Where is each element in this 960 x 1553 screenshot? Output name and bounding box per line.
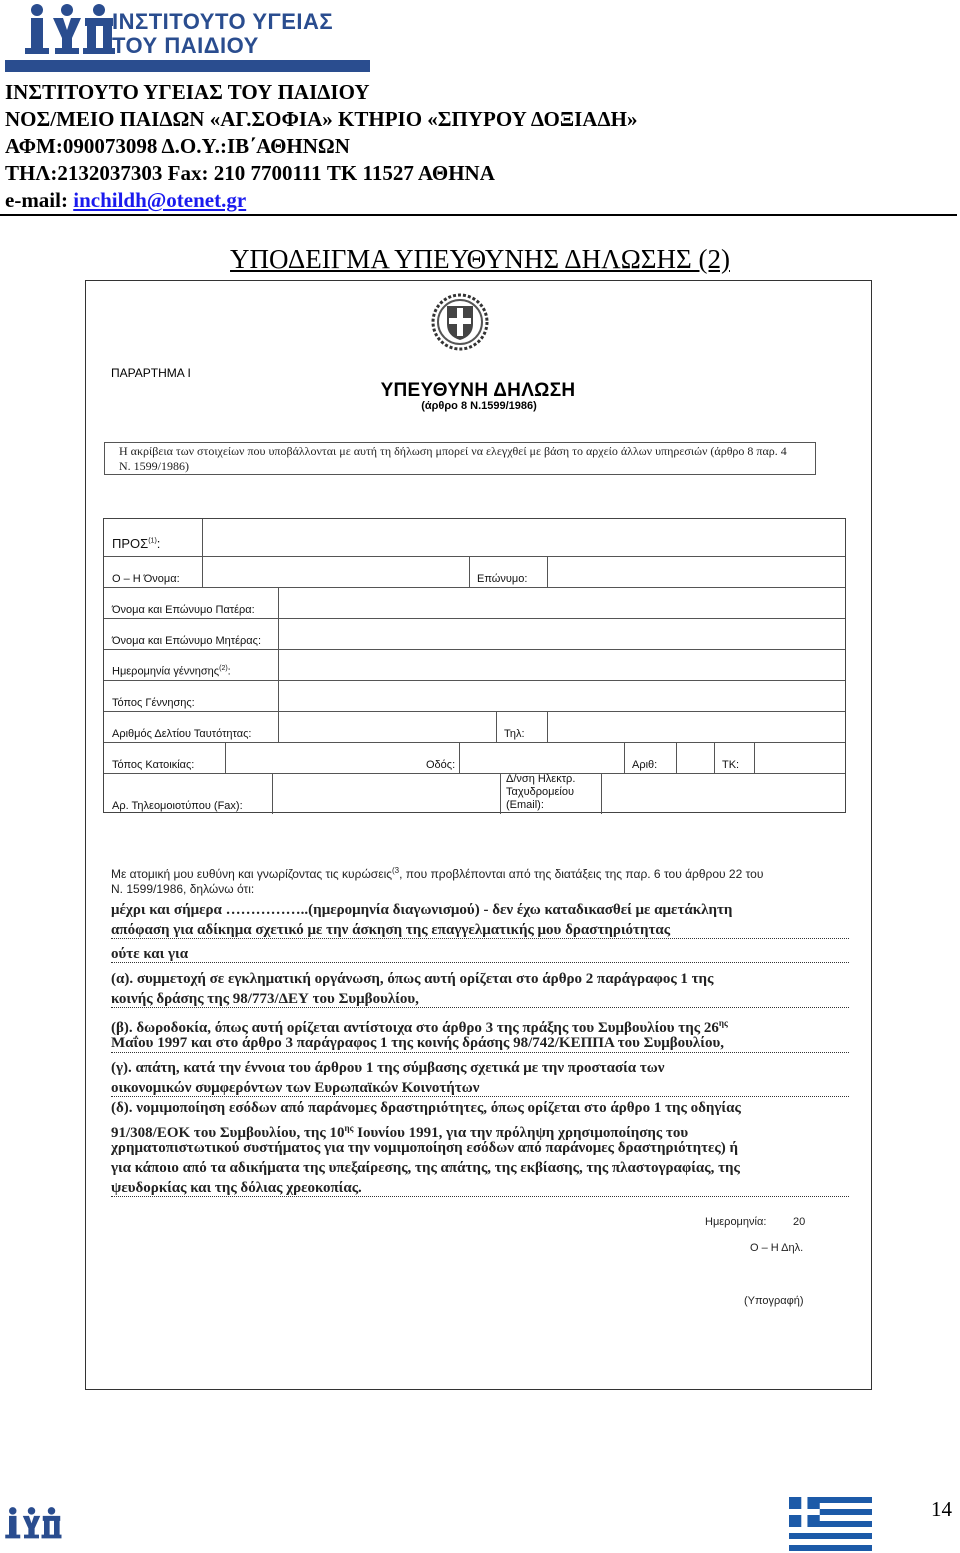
fax-label: Αρ. Τηλεομοιοτύπου (Fax): (112, 800, 243, 812)
form-annex-label: ΠΑΡΑΡΤΗΜΑ Ι (111, 366, 191, 380)
form-title (0, 380, 960, 402)
header-line-4: ΤΗΛ:2132037303 Fax: 210 7700111 ΤΚ 11527 ΑΘΗΝΑ (5, 161, 495, 185)
declaration-line: μέχρι και σήμερα ……………..(ημερομηνία διαγωνισμού) - δεν έχω καταδικασθεί με αμετάκλητη (111, 902, 733, 918)
document-title: ΥΠΟΔΕΙΓΜΑ ΥΠΕΥΘΥΝΗΣ ΔΗΛΩΣΗΣ (2) (230, 244, 730, 274)
row-divider (104, 680, 845, 681)
col-divider (278, 587, 279, 742)
header-email-line (5, 188, 246, 212)
street-label: Οδός: (426, 759, 456, 771)
declaration-intro-line2: Ν. 1599/1986, δηλώνω ότι: (111, 882, 255, 896)
email-link[interactable]: inchildh@otenet.gr (73, 188, 247, 212)
header-line-3: ΑΦΜ:090073098 Δ.Ο.Υ.:ΙΒ΄ΑΘΗΝΩΝ (5, 134, 350, 158)
postcode-label: ΤΚ: (722, 759, 740, 771)
dotted-separator (111, 1096, 849, 1097)
mother-name-label: Όνομα και Επώνυμο Μητέρας: (112, 635, 262, 647)
father-name-label: Όνομα και Επώνυμο Πατέρα: (112, 604, 255, 616)
logo-text (112, 10, 333, 58)
first-name-label: Ο – Η Όνομα: (112, 573, 180, 585)
col-divider (601, 773, 602, 814)
col-divider (500, 773, 501, 814)
declarant-label: Ο – Η Δηλ. (750, 1242, 804, 1254)
header-line-2: ΝΟΣ/ΜΕΙΟ ΠΑΙΔΩΝ «ΑΓ.ΣΟΦΙΑ» ΚΤΗΡΙΟ «ΣΠΥΡΟΥ ΔΟΞΙΑΔΗ» (5, 107, 638, 131)
greek-flag-icon (789, 1497, 872, 1551)
col-divider (272, 773, 273, 814)
declaration-item-a: κοινής δράσης της 98/773/ΔΕΥ του Συμβουλίου, (111, 991, 419, 1007)
id-number-label: Αριθμός Δελτίου Ταυτότητας: (112, 728, 252, 740)
dotted-separator (111, 1196, 849, 1197)
col-divider (754, 742, 755, 773)
header-divider (0, 214, 957, 216)
iyp-logo-icon (23, 2, 119, 60)
birthdate-label: Ημερομηνία γέννησης$^{(2)}$: (112, 665, 231, 678)
col-divider (547, 711, 548, 742)
date-value: 20 (793, 1216, 806, 1228)
col-divider (459, 742, 460, 773)
birthplace-label: Τόπος Γέννησης: (112, 697, 195, 709)
row-divider (104, 742, 845, 743)
email-label: e-mail: (5, 188, 74, 212)
form-title-text: ΥΠΕΥΘΥΝΗ ΔΗΛΩΣΗ (380, 380, 576, 401)
col-divider (676, 742, 677, 773)
declaration-item-d: ψευδορκίας και της δόλιας χρεοκοπίας. (111, 1180, 362, 1196)
declaration-line: ούτε και για (111, 946, 189, 962)
col-divider (469, 556, 470, 587)
col-divider (496, 711, 497, 742)
declaration-item-a: (α). συμμετοχή σε εγκληματική οργάνωση, όπως αυτή ορίζεται στο άρθρο 2 παράγραφος 1 της (111, 971, 714, 987)
accuracy-notice: Η ακρίβεια των στοιχείων που υποβάλλονται με αυτή τη δήλωση μπορεί να ελεγχθεί με βάση το αρχείο άλλων υπηρεσιών (άρθρο 8 παρ. 4 Ν. 1599/1986) (104, 442, 816, 475)
residence-label: Τόπος Κατοικίας: (112, 759, 195, 771)
iyp-logo-icon (4, 1497, 64, 1551)
declaration-item-d: χρηματοπιστωτικού συστήματος για την νομιμοποίηση εσόδων από παράνομες δραστηριότητες) ή (111, 1140, 739, 1156)
phone-label: Τηλ: (504, 728, 525, 740)
row-divider (104, 618, 845, 619)
declaration-item-b: (β). δωροδοκία, όπως αυτή ορίζεται αντίστοιχα στο άρθρο 3 της πράξης του Συμβουλίου της $26^{\eta\varsigma}$ (111, 1018, 728, 1036)
institute-logo (5, 2, 370, 72)
declaration-intro (111, 863, 831, 897)
dotted-separator (111, 1007, 849, 1008)
number-label: Αριθ: (632, 759, 658, 771)
logo-text-line1: ΙΝΣΤΙΤΟΥΤΟ ΥΓΕΙΑΣ (112, 9, 334, 34)
declaration-item-d: 91/308/ΕΟΚ του Συμβουλίου, της $10^{\eta\varsigma}$ Ιουνίου 1991, για την πρόληψη χρησιμοποίησης του (111, 1123, 689, 1141)
declarant-details-table (103, 518, 846, 813)
declaration-item-c: (γ). απάτη, κατά την έννοια του άρθρου 1 της σύμβασης σχετικά με την προστασία των (111, 1060, 665, 1076)
header-line-1: ΙΝΣΤΙΤΟΥΤΟ ΥΓΕΙΑΣ ΤΟΥ ΠΑΙΔΙΟΥ (5, 80, 370, 104)
col-divider (225, 742, 226, 773)
col-divider (624, 742, 625, 773)
date-label: Ημερομηνία: (705, 1216, 767, 1228)
row-divider (104, 587, 845, 588)
declaration-item-d: για κάποιο από τα αδικήματα της υπεξαίρεσης, της απάτης, της εκβίασης, της πλαστογραφίας, της (111, 1160, 740, 1176)
logo-band (5, 60, 370, 72)
logo-text-line2: ΤΟΥ ΠΑΙΔΙΟΥ (112, 33, 259, 58)
row-divider (104, 649, 845, 650)
col-divider (714, 742, 715, 773)
col-divider (547, 556, 548, 587)
declaration-line: απόφαση για αδίκημα σχετικό με την άσκηση της επαγγελματικής μου δραστηριότητας (111, 922, 671, 938)
surname-label: Επώνυμο: (477, 573, 528, 585)
declaration-item-c: οικονομικών συμφερόντων των Ευρωπαϊκών Κοινοτήτων (111, 1080, 480, 1096)
declaration-item-d: (δ). νομιμοποίηση εσόδων από παράνομες δραστηριότητες, όπως ορίζεται στο άρθρο 1 της οδηγίας (111, 1100, 741, 1116)
declaration-intro-line1: Με ατομική μου ευθύνη και γνωρίζοντας τις κυρώσεις$^{(3}$, που προβλέπονται από της διατάξεις της παρ. 6 του άρθρου 22 του (111, 866, 764, 881)
declaration-item-b: Μαΐου 1997 και στο άρθρο 3 παράγραφος 1 της κοινής δράσης 98/742/ΚΕΠΠΑ του Συμβουλίου, (111, 1035, 724, 1051)
row-divider (104, 556, 845, 557)
coat-of-arms-icon (430, 292, 490, 352)
email-field-label: Δ/νση Ηλεκτρ. Ταχυδρομείου (Email): (506, 773, 576, 811)
form-subtitle: (άρθρο 8 Ν.1599/1986) (421, 400, 537, 412)
row-divider (104, 773, 845, 774)
row-divider (104, 711, 845, 712)
dotted-separator (111, 938, 849, 939)
signature-label: (Υπογραφή) (744, 1295, 804, 1307)
footer-logo (4, 1497, 64, 1551)
col-divider (202, 519, 203, 587)
page-number: 14 (931, 1497, 952, 1521)
dotted-separator (111, 1052, 849, 1053)
dotted-separator (111, 962, 849, 963)
to-label: ΠΡΟΣ$^{(1)}$: (112, 536, 161, 551)
